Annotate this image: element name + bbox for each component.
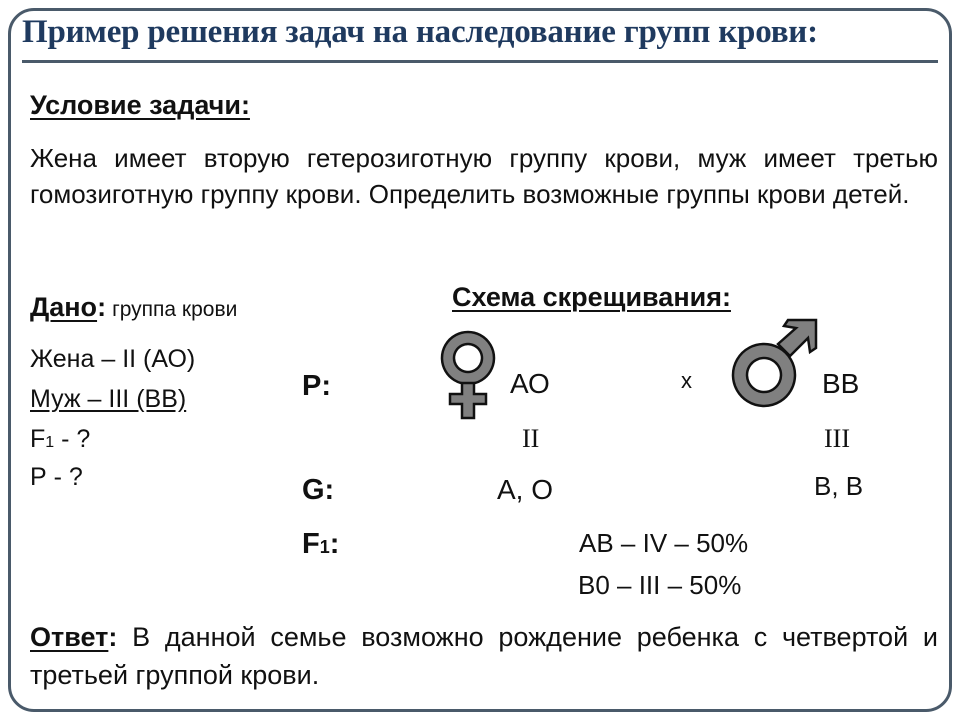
f1-label-prefix: F <box>302 528 320 560</box>
male-blood-group: III <box>824 424 850 453</box>
p-label: P: <box>302 370 331 402</box>
cross-symbol: х <box>681 368 692 393</box>
male-gametes: В, В <box>814 471 864 501</box>
answer-label: Ответ <box>30 622 109 652</box>
g-label: G: <box>302 474 335 506</box>
answer-colon: : <box>108 622 118 652</box>
given-husband: Муж – III (ВВ) <box>30 385 187 413</box>
male-symbol-icon <box>726 318 822 414</box>
f1-label-sub: 1 <box>319 537 330 557</box>
slide-title: Пример решения задач на наследование групп крови: <box>22 14 818 50</box>
scheme-heading: Схема скрещивания: <box>452 282 731 312</box>
title-divider <box>22 60 938 63</box>
given-label: Дано <box>30 292 98 322</box>
answer-text-block <box>30 618 938 694</box>
condition-heading: Условие задачи: <box>30 90 250 120</box>
female-gametes: А, О <box>497 474 554 505</box>
given-heading <box>30 292 237 323</box>
given-wife: Жена – II (АО) <box>30 345 196 373</box>
offspring-b0: В0 – III – 50% <box>578 570 742 600</box>
female-blood-group: II <box>522 424 540 453</box>
given-f1 <box>30 425 90 454</box>
given-p: Р - ? <box>30 463 83 491</box>
f1-label-suffix: : <box>329 528 340 560</box>
answer-text: В данной семье возможно рождение ребенка с четвертой и третьей группой крови. <box>30 622 938 690</box>
given-f1-sub: 1 <box>45 434 55 451</box>
f1-label <box>302 528 339 561</box>
female-symbol-icon <box>436 328 500 422</box>
male-genotype: ВВ <box>822 368 860 399</box>
condition-text: Жена имеет вторую гетерозиготную группу крови, муж имеет третью гомозиготную группу крови. Определить возможные группы крови детей. <box>30 143 938 209</box>
given-f1-prefix: F <box>30 425 46 453</box>
given-f1-suffix: - ? <box>54 425 91 453</box>
female-genotype: АО <box>510 368 550 399</box>
given-colon: : <box>97 292 107 322</box>
given-subheading: группа крови <box>112 298 238 321</box>
offspring-ab: АВ – IV – 50% <box>579 528 749 558</box>
